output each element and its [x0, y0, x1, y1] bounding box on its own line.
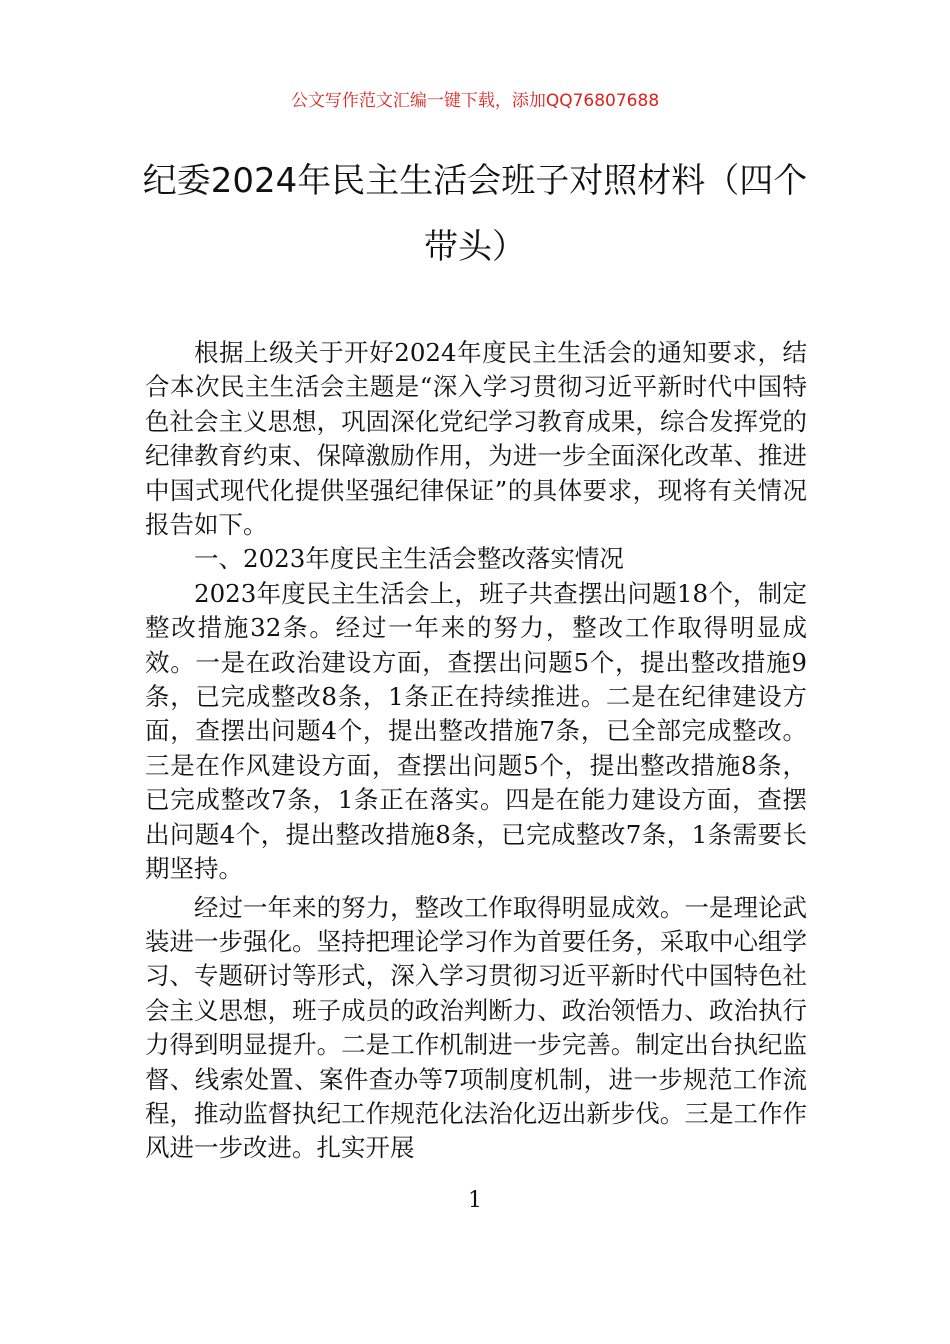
- document-body: [145, 336, 807, 1166]
- body-paragraph-rectification: 2023年度民主生活会上，班子共查摆出问题18个，制定整改措施32条。经过一年来的努力，整改工作取得明显成效。一是在政治建设方面，查摆出问题5个，提出整改措施9条，已完成整改8条，1条正在持续推进。二是在纪律建设方面，查摆出问题4个，提出整改措施7条，已全部完成整改。三是在作风建设方面，查摆出问题5个，提出整改措施8条，已完成整改7条，1条正在落实。四是在能力建设方面，查摆出问题4个，提出整改措施8条，已完成整改7条，1条需要长期坚持。: [145, 578, 807, 884]
- section-heading: 一、2023年度民主生活会整改落实情况: [194, 544, 624, 574]
- document-title: 纪委2024年民主生活会班子对照材料（四个带头）: [142, 161, 808, 267]
- watermark-header: 公文写作范文汇编一键下载，添加QQ76807688: [290, 91, 660, 111]
- body-paragraph-intro: 根据上级关于开好2024年度民主生活会的通知要求，结合本次民主生活会主题是“深入学习贯彻习近平新时代中国特色社会主义思想，巩固深化党纪学习教育成果，综合发挥党的纪律教育约束、保障激励作用，为进一步全面深化改革、推进中国式现代化提供坚强纪律保证”的具体要求，现将有关情况报告如下。: [145, 338, 807, 540]
- body-paragraph-results: 经过一年来的努力，整改工作取得明显成效。一是理论武装进一步强化。坚持把理论学习作为首要任务，采取中心组学习、专题研讨等形式，深入学习贯彻习近平新时代中国特色社会主义思想，班子成员的政治判断力、政治领悟力、政治执行力得到明显提升。二是工作机制进一步完善。制定出台执纪监督、线索处置、案件查办等7项制度机制，进一步规范工作流程，推动监督执纪工作规范化法治化迈出新步伐。三是工作作风进一步改进。扎实开展: [145, 892, 807, 1163]
- page-number: 1: [468, 1188, 482, 1213]
